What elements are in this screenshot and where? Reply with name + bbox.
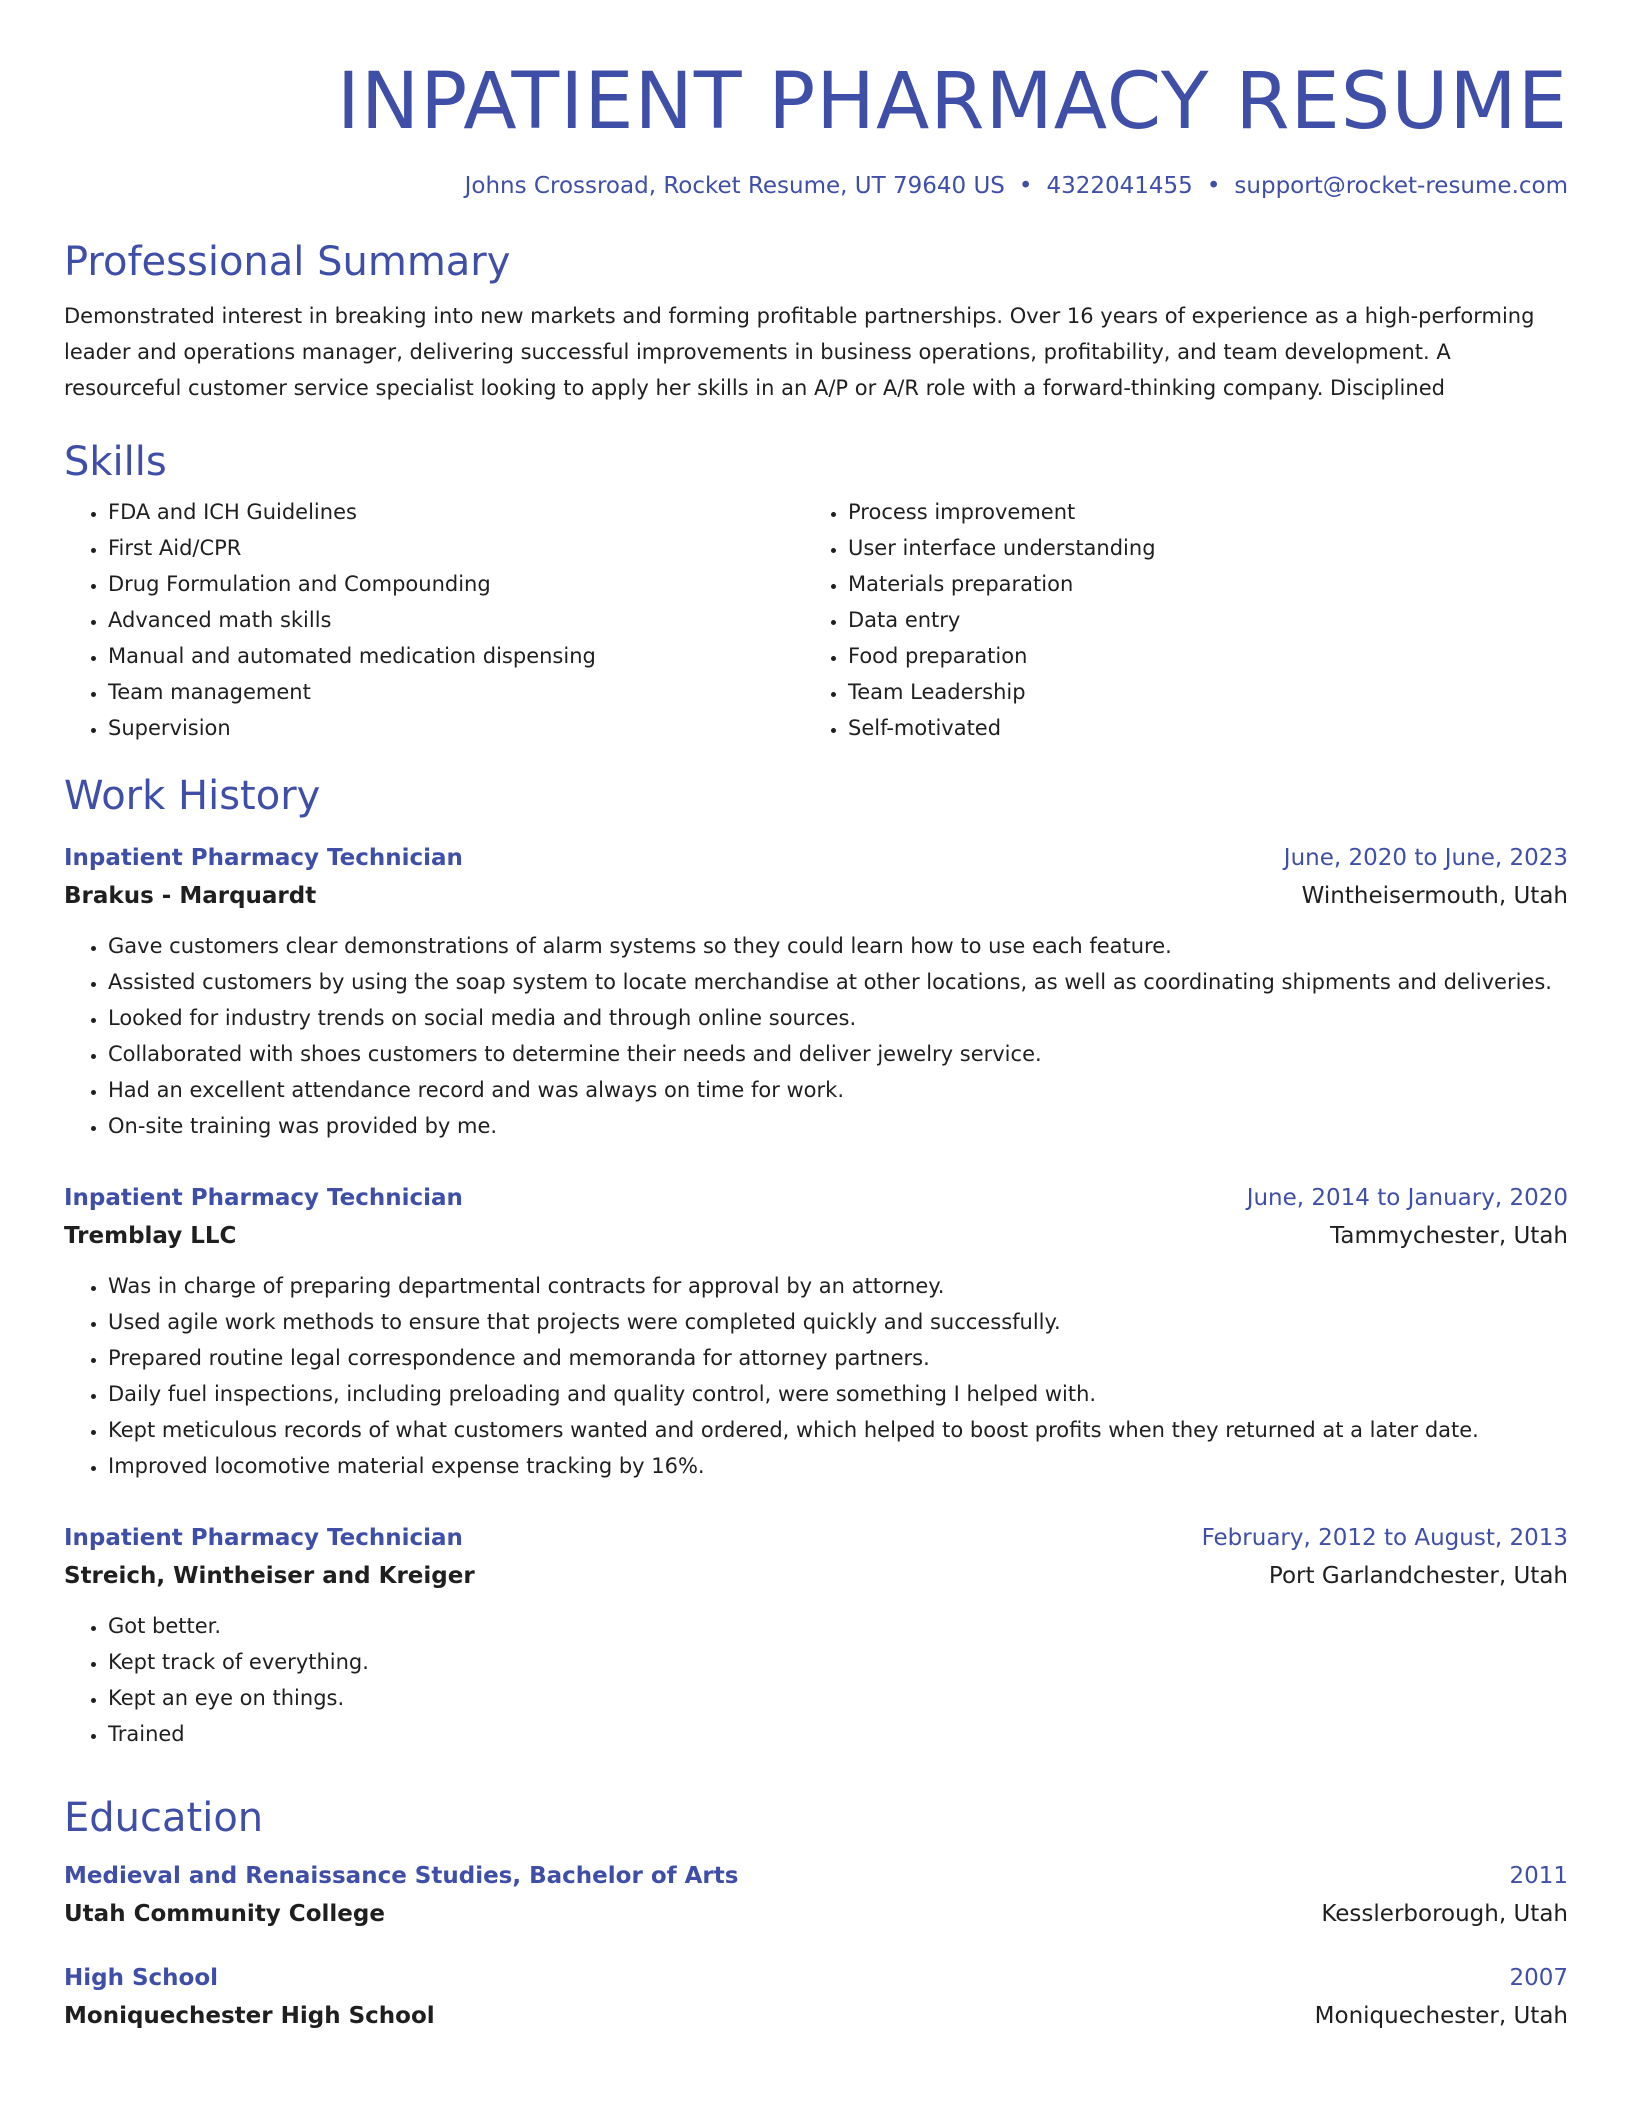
education-header-row <box>64 1858 1568 1894</box>
job-bullet: • On-site training was provided by me. <box>108 1108 1568 1144</box>
job-bullet: • Assisted customers by using the soap system to locate merchandise at other locations, as well as coordinating shipments and deliveries. <box>108 964 1568 1000</box>
job-entry <box>64 840 1568 1144</box>
education-year: 2011 <box>1509 1863 1568 1889</box>
job-bullet: • Kept meticulous records of what customers wanted and ordered, which helped to boost profits when they returned at a later date. <box>108 1412 1568 1448</box>
job-bullet: • Got better. <box>108 1608 1568 1644</box>
education-school: Utah Community College <box>64 1901 385 1927</box>
skill-item: • Materials preparation <box>848 566 1544 602</box>
job-company: Streich, Wintheiser and Kreiger <box>64 1563 475 1589</box>
summary-text: Demonstrated interest in breaking into new markets and forming profitable partnerships. Over 16 years of experience as a high-performing leader and operations manager, delivering successful improvements in business operations, profitability, and team development. A resourceful customer service specialist looking to apply her skills in an A/P or A/R role with a forward-thinking company. Disciplined <box>64 304 1535 400</box>
job-header-row <box>64 1520 1568 1556</box>
skill-item: • Team Leadership <box>848 674 1544 710</box>
skill-item: • Supervision <box>108 710 804 746</box>
job-header-row <box>64 840 1568 876</box>
skill-item: • Food preparation <box>848 638 1544 674</box>
education-entry <box>64 1858 1568 1934</box>
job-bullet: • Prepared routine legal correspondence and memoranda for attorney partners. <box>108 1340 1568 1376</box>
contact-address: Johns Crossroad, Rocket Resume, UT 79640 US <box>464 173 1005 199</box>
job-entry <box>64 1520 1568 1752</box>
education-degree: High School <box>64 1965 219 1991</box>
contact-line <box>64 170 1568 202</box>
job-header-row <box>64 1180 1568 1216</box>
job-dates: June, 2014 to January, 2020 <box>1246 1185 1568 1211</box>
job-bullet: • Kept track of everything. <box>108 1644 1568 1680</box>
education-school: Moniquechester High School <box>64 2003 435 2029</box>
education-location: Kesslerborough, Utah <box>1321 1901 1568 1927</box>
job-entry <box>64 1180 1568 1484</box>
job-bullets <box>64 1268 1568 1484</box>
skill-item: • First Aid/CPR <box>108 530 804 566</box>
contact-email[interactable]: support@rocket-resume.com <box>1234 173 1568 199</box>
skill-item: • User interface understanding <box>848 530 1544 566</box>
contact-separator: • <box>1206 173 1221 199</box>
job-bullet: • Trained <box>108 1716 1568 1752</box>
job-location: Port Garlandchester, Utah <box>1268 1563 1568 1589</box>
education-degree: Medieval and Renaissance Studies, Bachelor of Arts <box>64 1863 739 1889</box>
skills-column-left <box>64 494 804 746</box>
job-title: Inpatient Pharmacy Technician <box>64 1525 463 1551</box>
job-dates: February, 2012 to August, 2013 <box>1201 1525 1568 1551</box>
job-bullet: • Kept an eye on things. <box>108 1680 1568 1716</box>
skills-column-right <box>804 494 1544 746</box>
education-school-row <box>64 1996 1568 2036</box>
skills-list <box>64 494 1568 746</box>
job-company-row <box>64 876 1568 916</box>
job-bullet: • Collaborated with shoes customers to determine their needs and deliver jewelry service. <box>108 1036 1568 1072</box>
job-location: Wintheisermouth, Utah <box>1301 883 1568 909</box>
job-dates: June, 2020 to June, 2023 <box>1283 845 1568 871</box>
skill-item: • FDA and ICH Guidelines <box>108 494 804 530</box>
education-year: 2007 <box>1509 1965 1568 1991</box>
job-title: Inpatient Pharmacy Technician <box>64 1185 463 1211</box>
contact-phone[interactable]: 4322041455 <box>1046 173 1193 199</box>
skill-item: • Manual and automated medication dispensing <box>108 638 804 674</box>
job-bullet: • Gave customers clear demonstrations of alarm systems so they could learn how to use each feature. <box>108 928 1568 964</box>
job-bullet: • Improved locomotive material expense tracking by 16%. <box>108 1448 1568 1484</box>
education-school-row <box>64 1894 1568 1934</box>
skill-item: • Drug Formulation and Compounding <box>108 566 804 602</box>
education-entry <box>64 1960 1568 2036</box>
job-company-row <box>64 1556 1568 1596</box>
skill-item: • Data entry <box>848 602 1544 638</box>
job-company-row <box>64 1216 1568 1256</box>
education-location: Moniquechester, Utah <box>1314 2003 1568 2029</box>
job-company: Tremblay LLC <box>64 1223 237 1249</box>
skill-item: • Advanced math skills <box>108 602 804 638</box>
education-heading: Education <box>64 1795 264 1841</box>
work-history-heading: Work History <box>64 773 321 819</box>
skills-heading: Skills <box>64 439 167 485</box>
contact-separator: • <box>1018 173 1033 199</box>
job-title: Inpatient Pharmacy Technician <box>64 845 463 871</box>
job-bullets <box>64 1608 1568 1752</box>
skill-item: • Self-motivated <box>848 710 1544 746</box>
resume-title: INPATIENT PHARMACY RESUME <box>336 57 1568 147</box>
job-company: Brakus - Marquardt <box>64 883 317 909</box>
education-header-row <box>64 1960 1568 1996</box>
job-bullet: • Used agile work methods to ensure that projects were completed quickly and successfully. <box>108 1304 1568 1340</box>
skill-item: • Process improvement <box>848 494 1544 530</box>
job-bullet: • Daily fuel inspections, including preloading and quality control, were something I helped with. <box>108 1376 1568 1412</box>
summary-heading: Professional Summary <box>64 239 511 285</box>
job-location: Tammychester, Utah <box>1330 1223 1568 1249</box>
skill-item: • Team management <box>108 674 804 710</box>
job-bullet: • Had an excellent attendance record and was always on time for work. <box>108 1072 1568 1108</box>
job-bullets <box>64 928 1568 1144</box>
job-bullet: • Was in charge of preparing departmental contracts for approval by an attorney. <box>108 1268 1568 1304</box>
job-bullet: • Looked for industry trends on social media and through online sources. <box>108 1000 1568 1036</box>
